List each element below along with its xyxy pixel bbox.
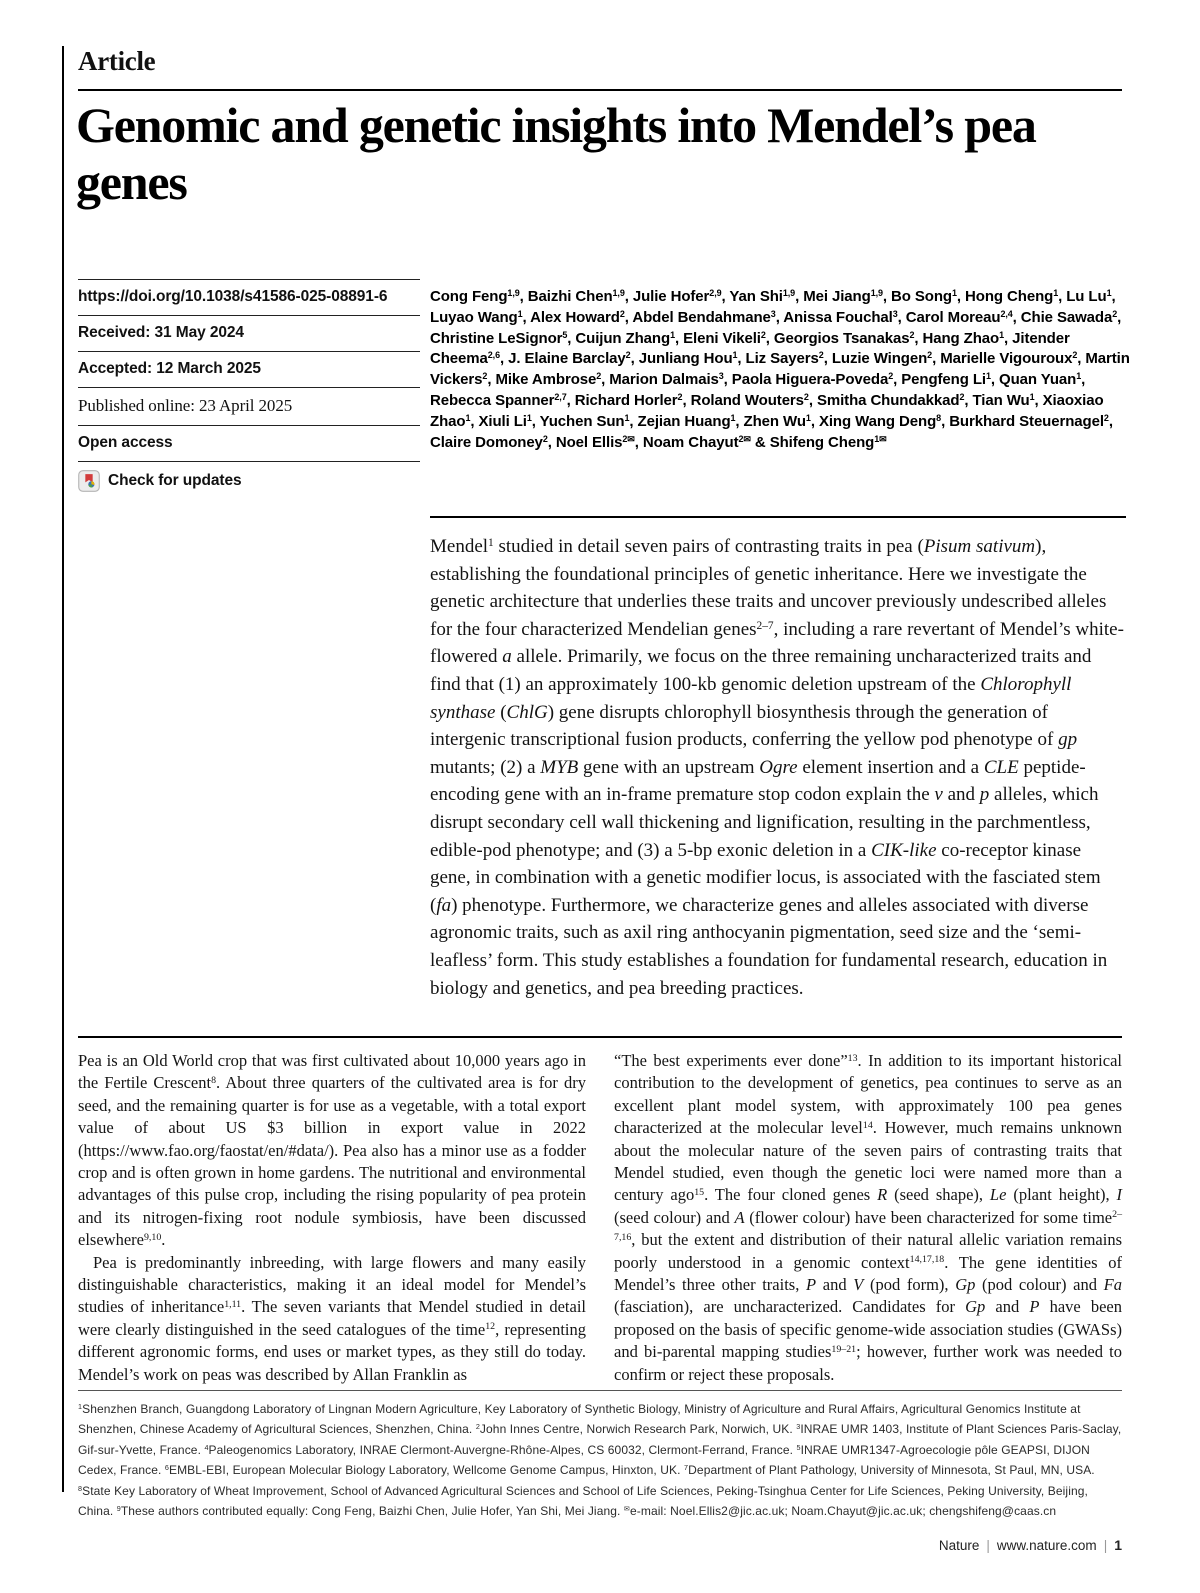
left-margin-rule [62, 46, 64, 1492]
body-column-left [78, 1050, 586, 1386]
accepted-date: Accepted: 12 March 2025 [78, 351, 420, 387]
published-date: Published online: 23 April 2025 [78, 387, 420, 425]
body-paragraph: Pea is predominantly inbreeding, with large flowers and many easily distinguishable characteristics, making it an ideal model for Mendel’s studies of inheritance$^{1,11}$. The seven variants that Mendel studied in detail were clearly distinguished in the seed catalogues of the time$^{12}$, representing different agronomic forms, end uses or market types, as they still do today. Mendel’s work on peas was described by Allan Franklin as [78, 1252, 586, 1384]
abstract: Mendel$^1$ studied in detail seven pairs of contrasting traits in pea (Pisum sativum), establishing the foundational principles of genetic inheritance. Here we investigate the genetic architecture that underlies these traits and uncover previously undescribed alleles for the four characterized Mendelian genes$^{2-7}$, including a rare revertant of Mendel’s white-flowered a allele. Primarily, we focus on the three remaining uncharacterized traits and find that (1) an approximately 100-kb genomic deletion upstream of the Chlorophyll synthase (ChlG) gene disrupts chlorophyll biosynthesis through the generation of intergenic transcriptional fusion products, conferring the yellow pod phenotype of gp mutants; (2) a MYB gene with an upstream Ogre element insertion and a CLE peptide-encoding gene with an in-frame premature stop codon explain the v and p alleles, which disrupt secondary cell wall thickening and lignification, resulting in the parchmentless, edible-pod phenotype; and (3) a 5-bp exonic deletion in a CIK-like co-receptor kinase gene, in combination with a genetic modifier locus, is associated with the fasciated stem (fa) phenotype. Furthermore, we characterize genes and alleles associated with diverse agronomic traits, such as axil ring anthocyanin pigmentation, seed size and the ‘semi-leafless’ form. This study establishes a foundation for fundamental research, education in biology and genetics, and pea breeding practices. [430, 516, 1126, 1002]
check-for-updates-label: Check for updates [108, 472, 242, 489]
body-divider [78, 1036, 1122, 1038]
article-metadata-panel [78, 279, 420, 501]
footer-separator: | [1103, 1538, 1108, 1553]
body-column-right [614, 1050, 1122, 1386]
check-for-updates-button[interactable] [78, 461, 420, 501]
page-title: Genomic and genetic insights into Mendel’s pea genes [76, 97, 1036, 210]
author-list: Cong Feng$^{1,9}$, Baizhi Chen$^{1,9}$, Julie Hofer$^{2,9}$, Yan Shi$^{1,9}$, Mei Jiang$^{1,9}$, Bo Song$^1$, Hong Cheng$^1$, Lu Lu$^1$, Luyao Wang$^1$, Alex Howard$^2$, Abdel Bendahmane$^3$, Anissa Fouchal$^3$, Carol Moreau$^{2,4}$, Chie Sawada$^2$, Christine LeSignor$^5$, Cuijun Zhang$^1$, Eleni Vikeli$^2$, Georgios Tsanakas$^2$, Hang Zhao$^1$, Jitender Cheema$^{2,6}$, J. Elaine Barclay$^2$, Junliang Hou$^1$, Liz Sayers$^2$, Luzie Wingen$^2$, Marielle Vigouroux$^2$, Martin Vickers$^2$, Mike Ambrose$^2$, Marion Dalmais$^3$, Paola Higuera-Poveda$^2$, Pengfeng Li$^1$, Quan Yuan$^1$, Rebecca Spanner$^{2,7}$, Richard Horler$^2$, Roland Wouters$^2$, Smitha Chundakkad$^2$, Tian Wu$^1$, Xiaoxiao Zhao$^1$, Xiuli Li$^1$, Yuchen Sun$^1$, Zejian Huang$^1$, Zhen Wu$^1$, Xing Wang Deng$^8$, Burkhard Steuernagel$^2$, Claire Domoney$^2$, Noel Ellis$^{2✉}$, Noam Chayut$^{2✉}$ & Shifeng Cheng$^{1✉}$ [430, 288, 1130, 451]
footnote-divider [78, 1390, 1122, 1391]
header-divider [78, 89, 1122, 91]
journal-name: Nature [938, 1538, 980, 1553]
doi-link[interactable]: https://doi.org/10.1038/s41586-025-08891-6 [78, 279, 420, 315]
received-date: Received: 31 May 2024 [78, 315, 420, 351]
crossmark-icon [78, 470, 100, 492]
affiliations-footnotes: $^1$Shenzhen Branch, Guangdong Laboratory of Lingnan Modern Agriculture, Key Laboratory of Synthetic Biology, Ministry of Agriculture and Rural Affairs, Agricultural Genomics Institute at Shenzhen, Chinese Academy of Agricultural Sciences, Shenzhen, China. $^2$John Innes Centre, Norwich Research Park, Norwich, UK. $^3$INRAE UMR 1403, Institute of Plant Sciences Paris-Saclay, Gif-sur-Yvette, France. $^4$Paleogenomics Laboratory, INRAE Clermont-Auvergne-Rhône-Alpes, CS 60032, Clermont-Ferrand, France. $^5$INRAE UMR1347-Agroecologie pôle GEAPSI, DIJON Cedex, France. $^6$EMBL-EBI, European Molecular Biology Laboratory, Wellcome Genome Campus, Hinxton, UK. $^7$Department of Plant Pathology, University of Minnesota, St Paul, MN, USA. $^8$State Key Laboratory of Wheat Improvement, School of Advanced Agricultural Sciences and School of Life Sciences, Peking-Tsinghua Center for Life Sciences, Peking University, Beijing, China. $^9$These authors contributed equally: Cong Feng, Baizhi Chen, Julie Hofer, Yan Shi, Mei Jiang. ✉e-mail: Noel.Ellis2@jic.ac.uk; Noam.Chayut@jic.ac.uk; chengshifeng@caas.cn [78, 1402, 1122, 1519]
body-paragraph: Pea is an Old World crop that was first cultivated about 10,000 years ago in the Fertile Crescent$^8$. About three quarters of the cultivated area is for dry seed, and the remaining quarter is for use as a vegetable, with a total export value of about US $3 billion in export value in 2022 (https://www.fao.org/faostat/en/#data/). Pea also has a minor use as a fodder crop and is often grown in home gardens. The nutritional and environmental advantages of this pulse crop, including the rising popularity of pea protein and its nitrogen-fixing root nodule symbiosis, have been discussed elsewhere$^{9,10}$. [78, 1051, 586, 1250]
page-footer [939, 1537, 1122, 1553]
body-paragraph: “The best experiments ever done”$^{13}$. In addition to its important historical contribution to the development of genetics, pea continues to serve as an excellent plant model system, with approximately 100 pea genes characterized at the molecular level$^{14}$. However, much remains unknown about the molecular nature of the seven pairs of contrasting traits that Mendel studied, even though the genetic loci were named more than a century ago$^{15}$. The four cloned genes R (seed shape), Le (plant height), I (seed colour) and A (flower colour) have been characterized for some time$^{2-7,16}$, but the extent and distribution of their natural allelic variation remains poorly understood in a genomic context$^{14,17,18}$. The gene identities of Mendel’s three other traits, P and V (pod form), Gp (pod colour) and Fa (fasciation), are uncharacterized. Candidates for Gp and P have been proposed on the basis of specific genome-wide association studies (GWASs) and bi-parental mapping studies$^{19-21}$; however, further work was needed to confirm or reject these proposals. [614, 1051, 1123, 1384]
body-columns [78, 1050, 1122, 1386]
page-number: 1 [1114, 1537, 1122, 1553]
footer-separator: | [986, 1538, 990, 1553]
article-type-label: Article [78, 46, 156, 76]
journal-url[interactable]: www.nature.com [996, 1538, 1097, 1553]
open-access-label: Open access [78, 425, 420, 461]
